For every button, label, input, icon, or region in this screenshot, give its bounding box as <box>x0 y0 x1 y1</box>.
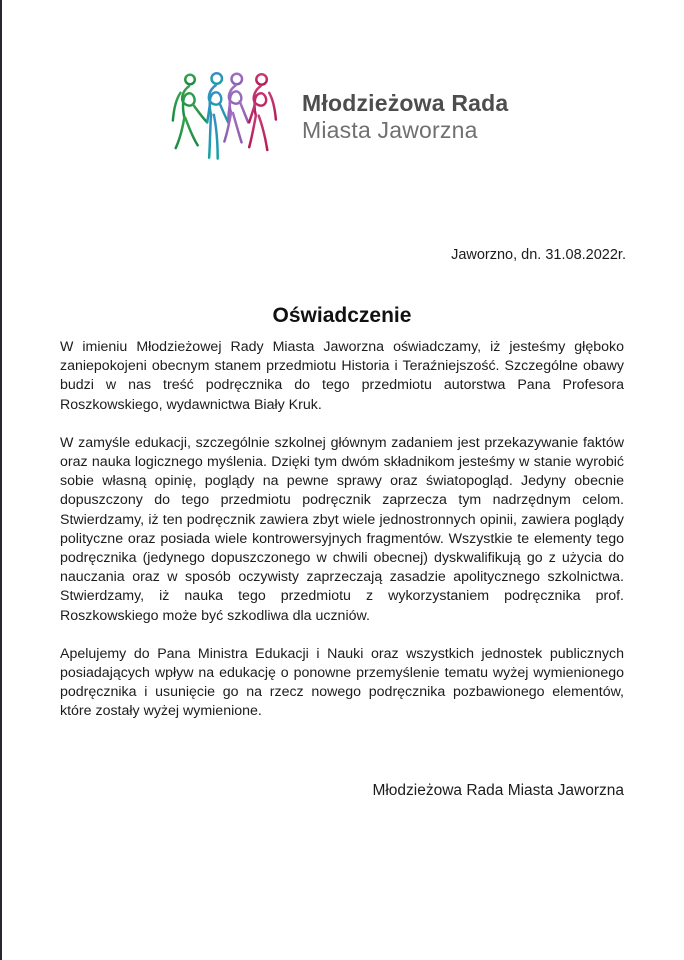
page-left-border <box>0 0 2 960</box>
purple-figure <box>224 74 248 143</box>
people-holding-hands-icon <box>170 64 294 176</box>
letter-body <box>60 338 624 800</box>
org-name-line2: Miasta Jaworzna <box>302 117 478 143</box>
dateline: Jaworzno, dn. 31.08.2022r. <box>451 247 626 263</box>
paragraph-1: W imieniu Młodzieżowej Rady Miasta Jaworzna oświadczamy, iż jesteśmy głęboko zaniepokojeni obecnym stanem przedmiotu Historia i Teraźniejszość. Szczególne obawy budzi w nas treść podręcznika do tego przedmiotu autorstwa Pana Profesora Roszkowskiego, wydawnictwa Biały Kruk. <box>60 339 624 413</box>
pink-figure <box>249 74 276 150</box>
signature: Młodzieżowa Rada Miasta Jaworzna <box>372 781 624 799</box>
org-name-line1: Młodzieżowa Rada <box>302 90 509 116</box>
org-logo-text <box>302 90 508 144</box>
blue-figure <box>207 73 228 158</box>
org-logo <box>170 64 508 176</box>
document-title: Oświadczenie <box>272 304 412 328</box>
paragraph-2: W zamyśle edukacji, szczególnie szkolnej głównym zadaniem jest przekazywanie faktów oraz nauka logicznego myślenia. Dzięki tym dwóm składnikom jesteśmy w stanie wyrobić sobie własną opinię, poglądy na pewne sprawy oraz światopogląd. Jedyny obecnie dopuszczony do tego przedmiotu podręcznik zaprzecza tym nadrzędnym celom. Stwierdzamy, iż ten podręcznik zawiera zbyt wiele jednostronnych opinii, zawiera poglądy polityczne oraz posiada wiele kontrowersyjnych fragmentów. Wszystkie te elementy tego podręcznika (jedynego dopuszczonego w chwili obecnej) dyskwalifikują go z użycia do nauczania oraz w sposób oczywisty zaprzeczają zasadzie apolitycznego szkolnictwa. Stwierdzamy, iż nauka tego przedmiotu z wykorzystaniem podręcznika prof. Roszkowskiego może być szkodliwa dla uczniów. <box>60 434 624 624</box>
paragraph-3: Apelujemy do Pana Ministra Edukacji i Nauki oraz wszystkich jednostek publicznych posiadających wpływ na edukację o ponowne przemyślenie tematu wyżej wymienionego podręcznika i usunięcie go na rzecz nowego podręcznika pozbawionego elementów, które zostały wyżej wymienione. <box>60 645 624 720</box>
green-figure <box>173 75 207 148</box>
